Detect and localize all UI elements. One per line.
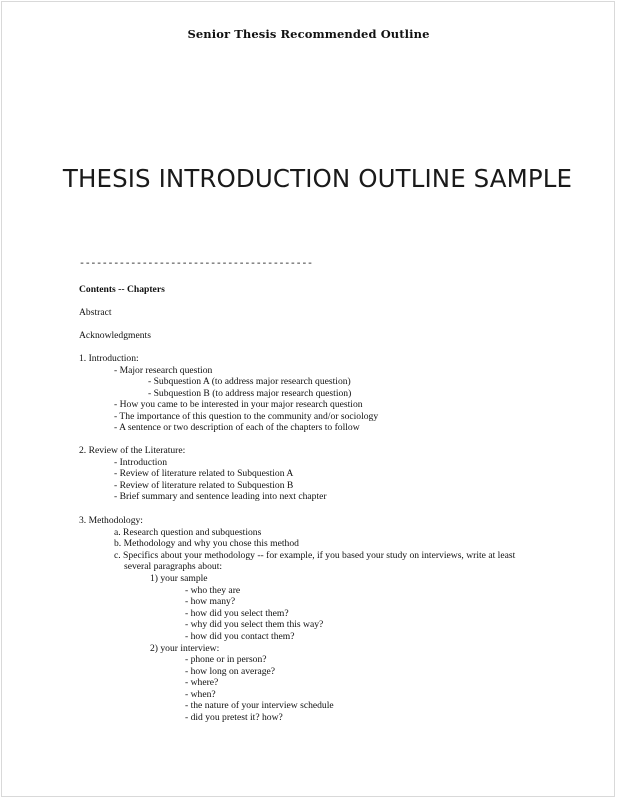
methodology-item: b. Methodology and why you chose this method bbox=[114, 538, 299, 549]
intro-item: - The importance of this question to the community and/or sociology bbox=[114, 411, 379, 422]
review-item: - Review of literature related to Subquestion B bbox=[114, 480, 294, 491]
sample-item: - how did you contact them? bbox=[185, 631, 295, 642]
divider-line: ----------------------------------------- bbox=[79, 259, 313, 270]
review-item: - Brief summary and sentence leading into next chapter bbox=[114, 491, 327, 502]
acknowledgments-entry: Acknowledgments bbox=[79, 330, 151, 341]
sample-item: - how did you select them? bbox=[185, 608, 289, 619]
sample-heading: 1) your sample bbox=[150, 573, 208, 584]
interview-item: - phone or in person? bbox=[185, 654, 267, 665]
review-item: - Introduction bbox=[114, 457, 168, 468]
methodology-item: c. Specifics about your methodology -- for example, if you based your study on interviews, write at least bbox=[114, 550, 516, 561]
methodology-item: a. Research question and subquestions bbox=[114, 527, 262, 538]
abstract-entry: Abstract bbox=[79, 307, 112, 318]
methodology-item-continued: several paragraphs about: bbox=[124, 561, 223, 572]
intro-heading: 1. Introduction: bbox=[79, 353, 139, 364]
intro-subitem: - Subquestion B (to address major research question) bbox=[148, 388, 352, 399]
interview-item: - where? bbox=[185, 677, 219, 688]
interview-heading: 2) your interview: bbox=[150, 643, 220, 654]
interview-item: - when? bbox=[185, 689, 216, 700]
methodology-heading: 3. Methodology: bbox=[79, 515, 143, 526]
review-item: - Review of literature related to Subquestion A bbox=[114, 468, 294, 479]
review-heading: 2. Review of the Literature: bbox=[79, 445, 186, 456]
intro-item: - Major research question bbox=[114, 365, 213, 376]
sample-item: - how many? bbox=[185, 596, 236, 607]
intro-subitem: - Subquestion A (to address major research question) bbox=[148, 376, 351, 387]
interview-item: - how long on average? bbox=[185, 666, 276, 677]
document-title: THESIS INTRODUCTION OUTLINE SAMPLE bbox=[62, 164, 573, 193]
intro-item: - A sentence or two description of each of the chapters to follow bbox=[114, 422, 360, 433]
interview-item: - did you pretest it? how? bbox=[185, 712, 283, 723]
document-header: Senior Thesis Recommended Outline bbox=[187, 27, 430, 41]
intro-item: - How you came to be interested in your major research question bbox=[114, 399, 363, 410]
contents-heading: Contents -- Chapters bbox=[79, 284, 165, 295]
sample-item: - why did you select them this way? bbox=[185, 619, 324, 630]
sample-item: - who they are bbox=[185, 585, 241, 596]
interview-item: - the nature of your interview schedule bbox=[185, 700, 334, 711]
